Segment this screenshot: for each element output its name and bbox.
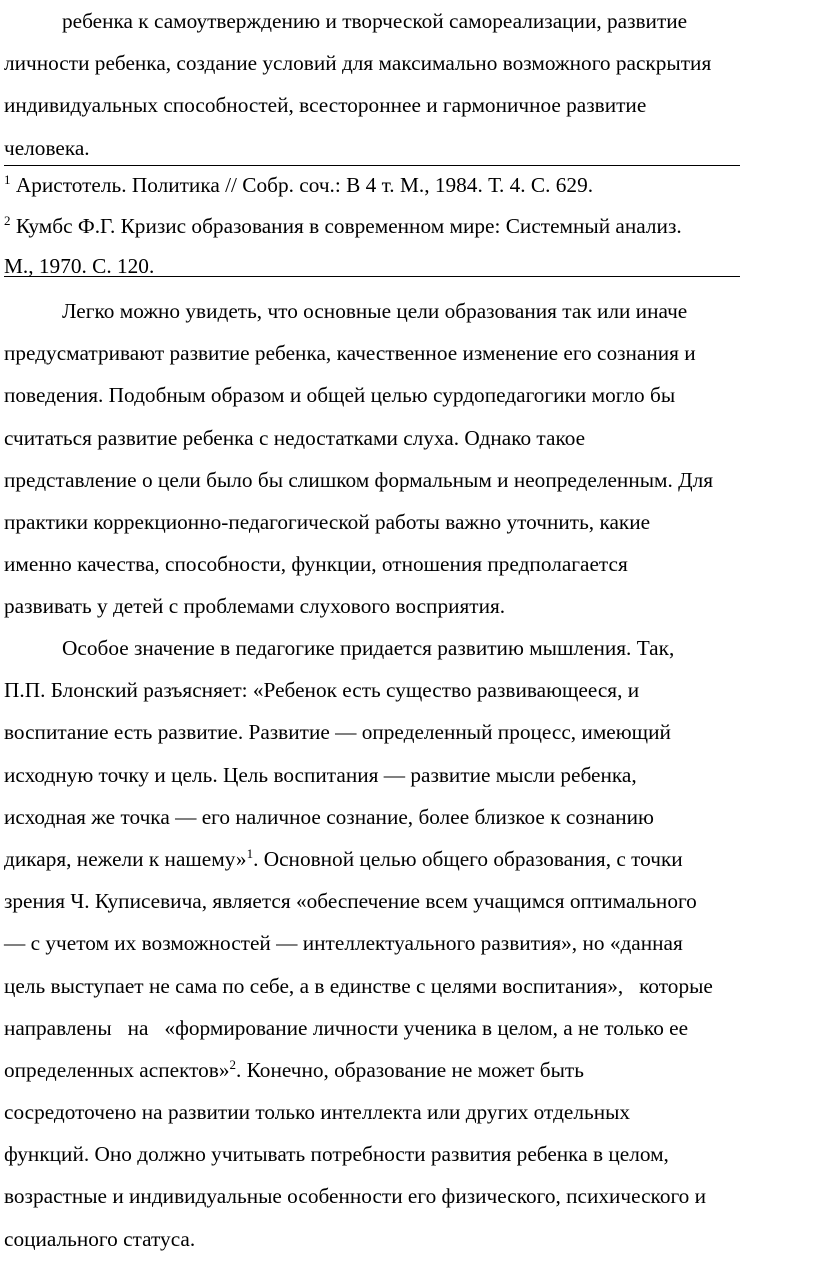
text-line: направлены на «формирование личности ученика в целом, а не только ее xyxy=(4,1015,689,1040)
text-line: поведения. Подобным образом и общей целью сурдопедагогики могло бы xyxy=(4,383,676,408)
footnote-2 xyxy=(4,211,682,241)
text-line: Легко можно увидеть, что основные цели образования так или иначе xyxy=(62,299,688,323)
footnote-text: Аристотель. Политика // Собр. соч.: В 4 т. М., 1984. Т. 4. С. 629. xyxy=(15,173,594,197)
text-line: считаться развитие ребенка с недостатками слуха. Однако такое xyxy=(4,425,586,450)
intro-paragraph xyxy=(4,0,816,169)
footnote-marker: 1 xyxy=(4,171,11,187)
text-line: исходная же точка — его наличное сознание, более близкое к сознанию xyxy=(4,804,654,829)
text-line: социального статуса. xyxy=(4,1226,196,1251)
text-line: ребенка к самоутверждению и творческой самореализации, развитие xyxy=(62,9,688,33)
text-line: функций. Оно должно учитывать потребности развития ребенка в целом, xyxy=(4,1142,669,1167)
footnote-1 xyxy=(4,170,593,200)
footnote-text: Кумбс Ф.Г. Кризис образования в современном мире: Системный анализ. xyxy=(15,214,682,238)
text-line xyxy=(4,838,816,880)
footnote-reference[interactable]: 1 xyxy=(246,845,254,861)
footnote-text: М., 1970. С. 120. xyxy=(4,254,155,278)
text-line: индивидуальных способностей, всестороннее и гармоничное развитие xyxy=(4,93,647,118)
text-line: исходную точку и цель. Цель воспитания — развитие мысли ребенка, xyxy=(4,762,637,787)
footnote-reference[interactable]: 2 xyxy=(229,1056,237,1072)
paragraph-3 xyxy=(4,627,816,1260)
text-line: развивать у детей с проблемами слухового восприятия. xyxy=(4,594,506,619)
text-line xyxy=(4,1049,816,1091)
text-line: практики коррекционно-педагогической работы важно уточнить, какие xyxy=(4,509,651,534)
text-line: человека. xyxy=(4,135,90,160)
text-line: Особое значение в педагогике придается развитию мышления. Так, xyxy=(62,636,675,660)
text-line: сосредоточено на развитии только интеллекта или других отдельных xyxy=(4,1100,631,1125)
text-line: П.П. Блонский разъясняет: «Ребенок есть существо развивающееся, и xyxy=(4,678,640,703)
text-line: воспитание есть развитие. Развитие — определенный процесс, имеющий xyxy=(4,720,671,745)
footnote-marker: 2 xyxy=(4,212,11,228)
text-line: предусматривают развитие ребенка, качественное изменение его сознания и xyxy=(4,341,696,366)
text-line: именно качества, способности, функции, отношения предполагается xyxy=(4,552,628,577)
text-segment: определенных аспектов» xyxy=(4,1057,230,1082)
text-line: зрения Ч. Куписевича, является «обеспечение всем учащимся оптимального xyxy=(4,889,697,914)
text-line: — с учетом их возможностей — интеллектуального развития», но «данная xyxy=(4,931,683,956)
text-segment: дикаря, нежели к нашему» xyxy=(4,846,247,871)
text-line: личности ребенка, создание условий для максимально возможного раскрытия xyxy=(4,51,712,76)
text-line: цель выступает не сама по себе, а в единстве с целями воспитания», которые xyxy=(4,973,713,998)
text-segment: . Конечно, образование не может быть xyxy=(236,1057,584,1082)
text-line: возрастные и индивидуальные особенности его физического, психического и xyxy=(4,1184,707,1209)
text-line: представление о цели было бы слишком формальным и неопределенным. Для xyxy=(4,467,714,492)
paragraph-2 xyxy=(4,290,816,628)
footnote-separator-bottom xyxy=(4,276,740,277)
text-segment: . Основной целью общего образования, с точки xyxy=(253,846,683,871)
footnote-separator-top xyxy=(4,165,740,166)
